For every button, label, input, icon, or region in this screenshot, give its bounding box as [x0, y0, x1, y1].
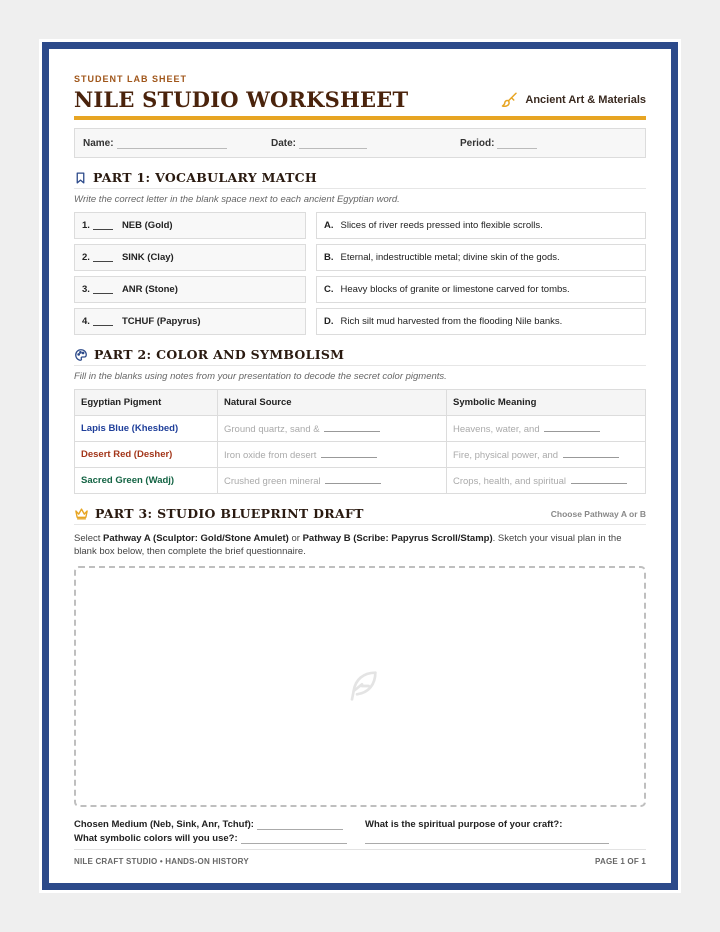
part2-heading: [74, 347, 646, 366]
questionnaire: [74, 819, 646, 847]
period-blank[interactable]: [497, 139, 537, 149]
worksheet-content: [74, 74, 646, 847]
answer-blank[interactable]: [93, 253, 113, 262]
definition-letter: C.: [324, 284, 334, 295]
word-number: 1.: [82, 220, 90, 231]
page-number: PAGE 1 OF 1: [595, 857, 646, 866]
pigment-table: [74, 389, 646, 494]
definition-letter: B.: [324, 252, 334, 263]
footer-left: NILE CRAFT STUDIO • HANDS-ON HISTORY: [74, 857, 249, 866]
vocab-word-3: [74, 276, 306, 303]
page-title: NILE STUDIO WORKSHEET: [74, 87, 409, 112]
part2-instruction: Fill in the blanks using notes from your presentation to decode the secret color pigments.: [74, 371, 447, 382]
question-label: What symbolic colors will you use?:: [74, 833, 238, 844]
answer-line[interactable]: [257, 821, 343, 830]
meaning-prompt: Heavens, water, and: [453, 423, 540, 435]
pathway-b-label: Pathway B (Scribe: Papyrus Scroll/Stamp): [302, 533, 493, 544]
paintbrush-icon: [501, 91, 519, 109]
word-label: SINK (Clay): [121, 252, 174, 263]
fill-blank[interactable]: [321, 449, 377, 458]
student-info-bar: [74, 128, 646, 158]
part3-heading: [74, 506, 646, 525]
quill-icon: [342, 666, 382, 706]
purpose-question: What is the spiritual purpose of your craft?:: [365, 819, 563, 830]
answer-blank[interactable]: [93, 285, 113, 294]
worksheet-page: [42, 42, 678, 890]
word-label: NEB (Gold): [121, 220, 173, 231]
meaning-prompt: Crops, health, and spiritual: [453, 475, 567, 487]
palette-icon: [74, 348, 88, 362]
page-footer: [74, 849, 646, 866]
subject-tag: [501, 91, 646, 109]
instruction-text: . Sketch your visual plan in the blank box below, then complete the brief questionnaire.: [74, 533, 622, 557]
table-row: [75, 416, 646, 442]
word-number: 3.: [82, 284, 90, 295]
answer-blank[interactable]: [93, 221, 113, 230]
name-field[interactable]: [83, 138, 271, 149]
part3-title: PART 3: STUDIO BLUEPRINT DRAFT: [95, 506, 364, 521]
date-blank[interactable]: [299, 139, 367, 149]
vocab-word-1: [74, 212, 306, 239]
instruction-text: Select: [74, 533, 104, 544]
eyebrow-label: STUDENT LAB SHEET: [74, 74, 188, 84]
meaning-cell[interactable]: [447, 468, 646, 494]
word-number: 2.: [82, 252, 90, 263]
source-prompt: Ground quartz, sand &: [224, 423, 320, 435]
colors-question: [74, 833, 365, 844]
table-row: [75, 442, 646, 468]
meaning-prompt: Fire, physical power, and: [453, 449, 559, 461]
vocab-match-grid: [74, 212, 646, 335]
definition-b: [316, 244, 646, 271]
column-header: Egyptian Pigment: [75, 390, 218, 416]
period-label: Period:: [460, 137, 495, 149]
medium-question: [74, 819, 365, 830]
source-cell[interactable]: [218, 468, 447, 494]
part3-instruction: [74, 532, 646, 558]
questionnaire-right: [365, 819, 609, 847]
definition-a: [316, 212, 646, 239]
crown-icon: [74, 507, 89, 520]
fill-blank[interactable]: [544, 423, 600, 432]
definition-text: Eternal, indestructible metal; divine skin of the gods.: [340, 252, 560, 263]
definition-letter: A.: [324, 220, 334, 231]
date-field[interactable]: [271, 138, 460, 149]
fill-blank[interactable]: [324, 423, 380, 432]
meaning-cell[interactable]: [447, 416, 646, 442]
column-header: Symbolic Meaning: [447, 390, 646, 416]
fill-blank[interactable]: [571, 475, 627, 484]
question-label: Chosen Medium (Neb, Sink, Anr, Tchuf):: [74, 819, 254, 830]
part2-title: PART 2: COLOR AND SYMBOLISM: [94, 347, 345, 362]
pigment-name: Desert Red (Desher): [75, 442, 218, 468]
instruction-text: or: [288, 533, 303, 544]
fill-blank[interactable]: [563, 449, 619, 458]
definition-c: [316, 276, 646, 303]
source-prompt: Crushed green mineral: [224, 475, 321, 487]
part1-title: PART 1: VOCABULARY MATCH: [93, 170, 318, 185]
definition-text: Slices of river reeds pressed into flexible scrolls.: [340, 220, 543, 231]
pathway-note: Choose Pathway A or B: [550, 508, 646, 519]
vocab-word-2: [74, 244, 306, 271]
answer-line[interactable]: [241, 835, 347, 844]
name-label: Name:: [83, 137, 114, 149]
column-header: Natural Source: [218, 390, 447, 416]
table-header-row: [75, 390, 646, 416]
pigment-name: Sacred Green (Wadj): [75, 468, 218, 494]
definition-letter: D.: [324, 316, 334, 327]
definition-text: Rich silt mud harvested from the flooding Nile banks.: [340, 316, 563, 327]
questionnaire-left: [74, 819, 365, 847]
definition-d: [316, 308, 646, 335]
word-label: ANR (Stone): [121, 284, 178, 295]
title-row: [74, 87, 646, 120]
source-cell[interactable]: [218, 442, 447, 468]
date-label: Date:: [271, 137, 297, 149]
table-row: [75, 468, 646, 494]
sketch-area[interactable]: [74, 566, 646, 807]
name-blank[interactable]: [117, 139, 227, 149]
subject-label: Ancient Art & Materials: [525, 94, 646, 106]
bookmark-icon: [74, 171, 87, 185]
pathway-a-label: Pathway A (Sculptor: Gold/Stone Amulet): [103, 533, 289, 544]
part1-instruction: Write the correct letter in the blank space next to each ancient Egyptian word.: [74, 194, 400, 205]
answer-line[interactable]: [365, 835, 609, 844]
period-field[interactable]: [460, 138, 537, 149]
word-label: TCHUF (Papyrus): [121, 316, 201, 327]
source-prompt: Iron oxide from desert: [224, 449, 317, 461]
definition-text: Heavy blocks of granite or limestone carved for tombs.: [340, 284, 570, 295]
fill-blank[interactable]: [325, 475, 381, 484]
part1-heading: [74, 170, 646, 189]
answer-blank[interactable]: [93, 317, 113, 326]
source-cell[interactable]: [218, 416, 447, 442]
pigment-name: Lapis Blue (Khesbed): [75, 416, 218, 442]
meaning-cell[interactable]: [447, 442, 646, 468]
word-number: 4.: [82, 316, 90, 327]
vocab-word-4: [74, 308, 306, 335]
